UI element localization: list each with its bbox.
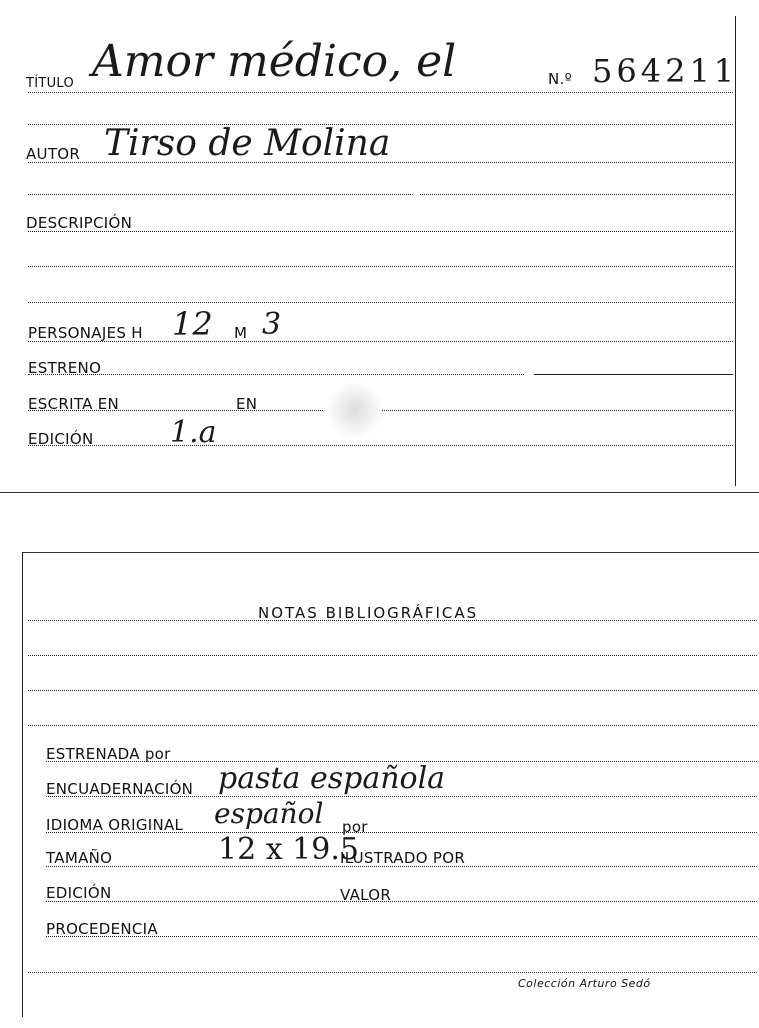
escrita-rule-b [382, 410, 733, 411]
descripcion-rule-2 [28, 266, 733, 267]
tamano-value: 12 x 19.5 [218, 832, 359, 867]
card-top-edge [22, 552, 759, 553]
titulo-label: TÍTULO [26, 76, 75, 91]
estreno-rule-a [28, 374, 524, 375]
estreno-rule-b [534, 374, 733, 375]
edicion-value: 1.a [170, 415, 217, 450]
edicion-rule [28, 445, 733, 446]
notas-rule-2 [28, 655, 757, 656]
tamano-label: TAMAÑO [46, 849, 113, 867]
edicion-rule-bottom [46, 901, 757, 902]
procedencia-label: PROCEDENCIA [46, 920, 158, 938]
valor-label: VALOR [340, 886, 392, 904]
notas-heading: NOTAS BIBLIOGRÁFICAS [258, 604, 479, 622]
stain [325, 380, 385, 440]
blank-rule-2b [420, 194, 733, 195]
card-bottom-edge [0, 492, 759, 493]
personajes-label: PERSONAJES H [28, 324, 143, 342]
card-left-border [22, 552, 23, 1017]
autor-label: AUTOR [26, 145, 81, 163]
personajes-m-value: 3 [262, 307, 282, 342]
personajes-rule [28, 341, 733, 342]
descripcion-rule-3 [28, 302, 733, 303]
descripcion-label: DESCRIPCIÓN [26, 214, 133, 232]
notas-rule-3 [28, 690, 757, 691]
edicion-label-bottom: EDICIÓN [46, 884, 112, 902]
personajes-m-label: M [234, 324, 248, 342]
estreno-label: ESTRENO [28, 359, 102, 377]
catalog-card-bottom [0, 548, 759, 1028]
titulo-rule [28, 92, 733, 93]
idioma-label: IDIOMA ORIGINAL [46, 816, 184, 834]
procedencia-rule [46, 936, 757, 937]
idioma-rule [46, 832, 757, 833]
titulo-value: Amor médico, el [92, 36, 457, 87]
autor-rule [28, 162, 733, 163]
notas-rule [28, 620, 757, 621]
por-label: por [342, 818, 368, 836]
personajes-h-value: 12 [172, 305, 213, 343]
catalog-card-top [0, 0, 759, 495]
blank-rule-bottom [28, 972, 757, 973]
numero-label: N.º [548, 70, 572, 88]
autor-value: Tirso de Molina [104, 123, 391, 164]
encuadernacion-label: ENCUADERNACIÓN [46, 780, 194, 798]
edicion-label: EDICIÓN [28, 430, 94, 448]
notas-rule-4 [28, 725, 757, 726]
encuadernacion-rule [46, 796, 757, 797]
blank-rule-2a [28, 194, 413, 195]
descripcion-rule [28, 231, 733, 232]
ilustrado-label: ILUSTRADO POR [340, 849, 466, 867]
escrita-label: ESCRITA EN [28, 395, 120, 413]
tamano-rule [46, 866, 757, 867]
escrita-rule-a [28, 410, 323, 411]
en-label: EN [236, 395, 258, 413]
estrenada-label: ESTRENADA por [46, 745, 171, 763]
encuadernacion-value: pasta española [218, 761, 446, 796]
idioma-value: español [214, 797, 324, 830]
collection-footer: Colección Arturo Sedó [518, 977, 651, 990]
numero-value: 564211 [592, 52, 739, 90]
